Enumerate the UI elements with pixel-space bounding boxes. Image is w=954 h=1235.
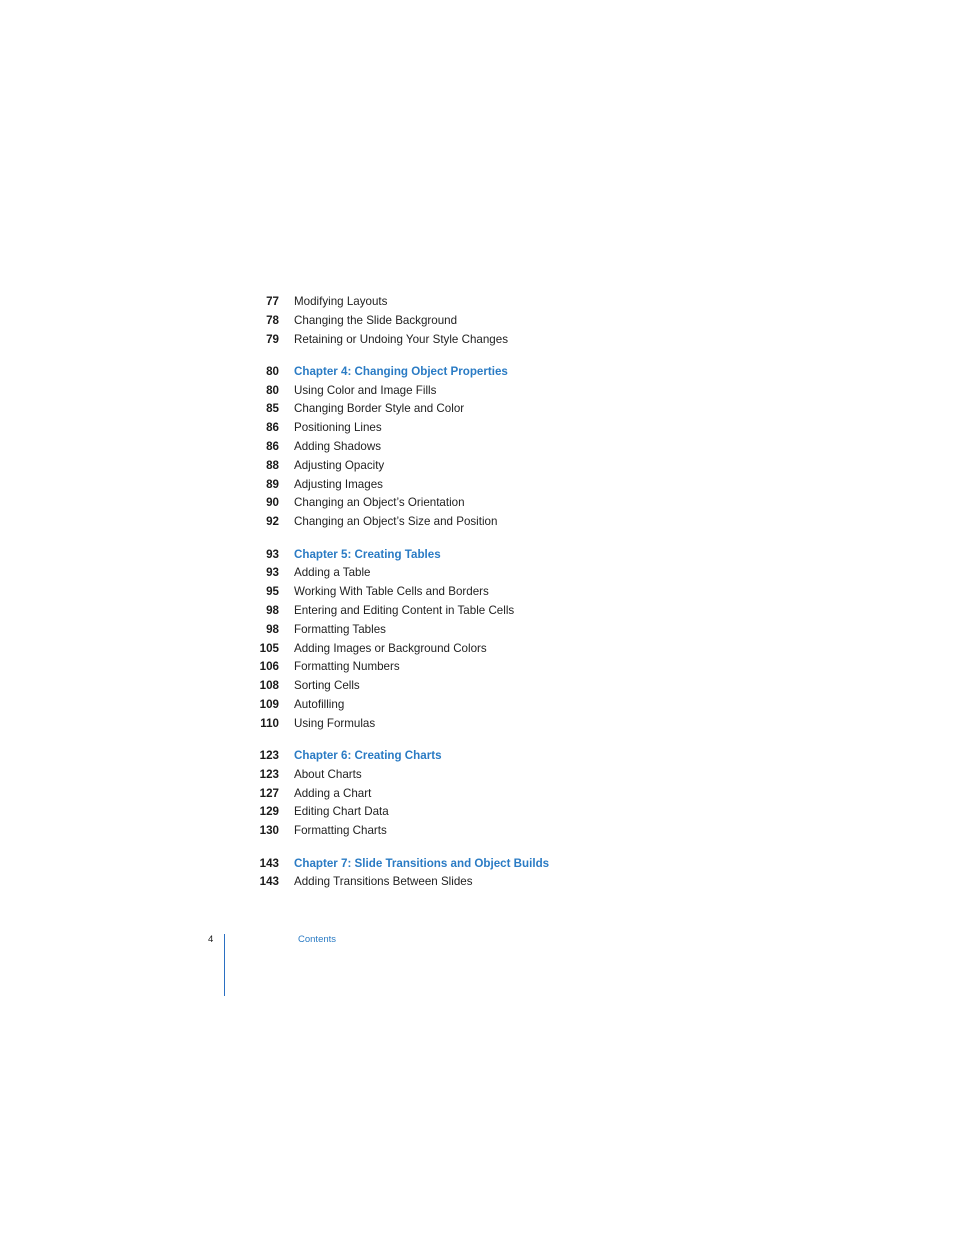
toc-entry[interactable] [0,513,954,532]
toc-chapter-link[interactable]: Chapter 4: Changing Object Properties [294,364,508,378]
toc-entry[interactable] [0,583,954,602]
toc-page-number: 105 [259,641,279,655]
toc-entry[interactable] [0,696,954,715]
toc-page-number: 89 [266,477,279,491]
toc-entry[interactable] [0,331,954,350]
toc-entry[interactable] [0,677,954,696]
toc-page-number: 80 [266,383,279,397]
toc-entry[interactable] [0,312,954,331]
toc-entry-title: Adding a Table [294,566,371,580]
toc-entry[interactable] [0,564,954,583]
toc-entry-title: Formatting Numbers [294,660,400,674]
toc-page-number: 143 [259,856,279,870]
toc-chapter-entry[interactable] [0,855,954,874]
toc-entry[interactable] [0,400,954,419]
toc-entry-title: Changing an Object’s Size and Position [294,515,498,529]
toc-page-number: 98 [266,603,279,617]
toc-entry[interactable] [0,476,954,495]
toc-page-number: 79 [266,332,279,346]
toc-page-number: 123 [259,749,279,763]
toc-entry-title: Using Color and Image Fills [294,383,437,397]
toc-entry[interactable] [0,602,954,621]
toc-entry[interactable] [0,873,954,892]
toc-group [0,747,954,841]
toc-chapter-entry[interactable] [0,363,954,382]
toc-entry[interactable] [0,715,954,734]
toc-page-number: 108 [259,679,279,693]
toc-chapter-link[interactable]: Chapter 6: Creating Charts [294,749,442,763]
toc-page-number: 129 [259,805,279,819]
toc-entry-title: Positioning Lines [294,421,382,435]
toc-entry-title: Entering and Editing Content in Table Cells [294,603,515,617]
footer-divider [224,934,225,996]
toc-entry[interactable] [0,438,954,457]
toc-group [0,363,954,532]
toc-entry-title: Adjusting Images [294,477,383,491]
toc-entry[interactable] [0,621,954,640]
toc-entry[interactable] [0,785,954,804]
toc-entry-title: Using Formulas [294,716,376,730]
toc-entry[interactable] [0,382,954,401]
toc-entry-title: Formatting Tables [294,622,386,636]
toc-page-number: 92 [266,515,279,529]
toc-entry-title: Sorting Cells [294,679,360,693]
toc-chapter-entry[interactable] [0,747,954,766]
toc-group [0,855,954,893]
toc-entry-title: Adding Shadows [294,440,382,454]
toc-page-number: 109 [259,697,279,711]
toc-entry-title: Retaining or Undoing Your Style Changes [294,332,508,346]
footer-section-link[interactable]: Contents [298,934,337,945]
toc-page-number: 88 [266,458,279,472]
toc-entry-title: Adjusting Opacity [294,458,385,472]
footer-page-number: 4 [208,934,214,945]
toc-entry-title: Changing Border Style and Color [294,402,465,416]
toc-entry[interactable] [0,640,954,659]
toc-entry-title: Adding Transitions Between Slides [294,875,473,889]
toc-entry-title: Autofilling [294,697,345,711]
toc-page-number: 143 [259,875,279,889]
toc-entry-title: Editing Chart Data [294,805,389,819]
toc-entry[interactable] [0,658,954,677]
toc-entry[interactable] [0,766,954,785]
toc-group [0,546,954,734]
toc-page-number: 130 [259,824,279,838]
toc-chapter-link[interactable]: Chapter 5: Creating Tables [294,547,441,561]
toc-entry-title: Changing the Slide Background [294,313,458,327]
toc-entry-title: Adding a Chart [294,786,372,800]
toc-page-number: 93 [266,566,279,580]
toc-page-number: 93 [266,547,279,561]
toc-entry-title: Modifying Layouts [294,295,388,308]
toc-chapter-link[interactable]: Chapter 7: Slide Transitions and Object Builds [294,856,550,870]
toc-page-number: 86 [266,440,279,454]
toc-group [0,293,954,349]
toc-entry-title: About Charts [294,767,362,781]
toc-entry[interactable] [0,293,954,312]
toc-entry-title: Working With Table Cells and Borders [294,585,489,599]
toc-entry[interactable] [0,457,954,476]
toc-page-number: 78 [266,313,279,327]
toc-page-number: 90 [266,496,279,510]
toc-page-number: 86 [266,421,279,435]
toc-entry-title: Formatting Charts [294,824,387,838]
toc-page-number: 98 [266,622,279,636]
toc-page-number: 123 [259,767,279,781]
toc-page-number: 80 [266,364,279,378]
toc-page-number: 77 [266,295,279,308]
toc-entry[interactable] [0,822,954,841]
toc-chapter-entry[interactable] [0,546,954,565]
toc-entry-title: Adding Images or Background Colors [294,641,487,655]
toc-entry[interactable] [0,803,954,822]
toc-page-number: 85 [266,402,279,416]
toc-page-number: 106 [259,660,279,674]
toc-page-number: 127 [259,786,279,800]
table-of-contents [0,293,954,892]
toc-entry[interactable] [0,419,954,438]
toc-page-number: 95 [266,585,279,599]
toc-entry-title: Changing an Object’s Orientation [294,496,465,510]
toc-page-number: 110 [260,716,279,730]
toc-entry[interactable] [0,494,954,513]
